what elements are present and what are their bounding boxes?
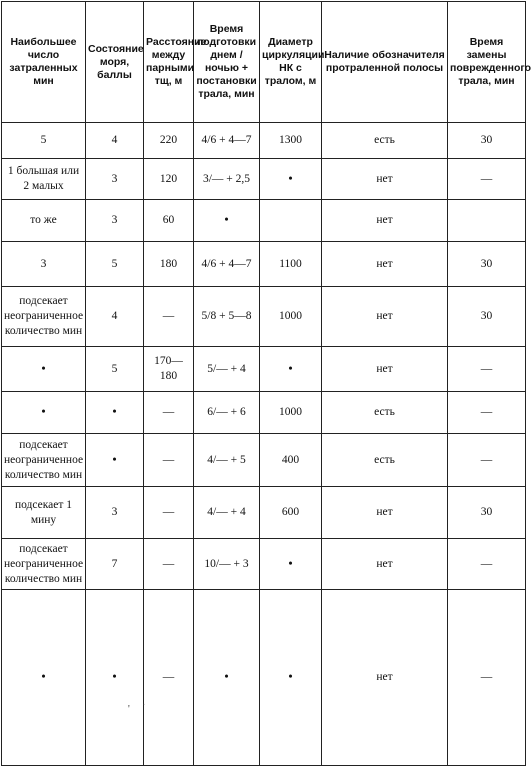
table-cell: — bbox=[144, 391, 194, 433]
table-cell: • bbox=[260, 590, 322, 766]
table-cell: 180 bbox=[144, 242, 194, 286]
table-cell: — bbox=[144, 539, 194, 590]
table-cell: подсекает 1 мину bbox=[2, 486, 86, 539]
table-cell: подсекает неограниченное количество мин bbox=[2, 286, 86, 347]
table-cell: 600 bbox=[260, 486, 322, 539]
table-cell: нет bbox=[322, 286, 448, 347]
table-cell: 4 bbox=[86, 286, 144, 347]
scan-speck: ' bbox=[128, 704, 130, 715]
table-cell: 4/6 + 4—7 bbox=[194, 242, 260, 286]
table-row bbox=[2, 242, 526, 286]
table-row bbox=[2, 286, 526, 347]
table-cell: 1000 bbox=[260, 286, 322, 347]
header-cell: Наличие обозначителя протраленной полосы bbox=[322, 2, 448, 123]
table-cell: нет bbox=[322, 242, 448, 286]
table-cell: 10/— + 3 bbox=[194, 539, 260, 590]
header-row bbox=[2, 2, 526, 123]
table-cell: — bbox=[144, 486, 194, 539]
table-cell: 5 bbox=[86, 347, 144, 391]
table-cell: 1 большая или 2 малых bbox=[2, 159, 86, 199]
table-cell: — bbox=[144, 434, 194, 487]
table-cell: нет bbox=[322, 159, 448, 199]
table-cell: • bbox=[2, 347, 86, 391]
table-cell bbox=[260, 199, 322, 241]
table-cell: — bbox=[144, 286, 194, 347]
table-cell: то же bbox=[2, 199, 86, 241]
table-cell: 1300 bbox=[260, 123, 322, 159]
table-cell: — bbox=[448, 539, 526, 590]
table-cell: 6/— + 6 bbox=[194, 391, 260, 433]
table-row bbox=[2, 347, 526, 391]
table-cell: нет bbox=[322, 539, 448, 590]
table-cell: есть bbox=[322, 434, 448, 487]
table-cell: 30 bbox=[448, 242, 526, 286]
table-cell: 3 bbox=[86, 159, 144, 199]
table-cell: 170—180 bbox=[144, 347, 194, 391]
table-cell: 5 bbox=[2, 123, 86, 159]
table-cell: 400 bbox=[260, 434, 322, 487]
table-cell: нет bbox=[322, 199, 448, 241]
table-cell: • bbox=[86, 434, 144, 487]
table-cell: нет bbox=[322, 486, 448, 539]
table-cell: • bbox=[260, 539, 322, 590]
table-cell: 5/— + 4 bbox=[194, 347, 260, 391]
table-cell: 220 bbox=[144, 123, 194, 159]
table-cell: — bbox=[448, 347, 526, 391]
table-cell: 4/— + 4 bbox=[194, 486, 260, 539]
table-cell: 4/6 + 4—7 bbox=[194, 123, 260, 159]
table-cell: — bbox=[448, 391, 526, 433]
scan-speck: · bbox=[142, 700, 146, 711]
table-cell: — bbox=[448, 434, 526, 487]
table-cell: — bbox=[448, 159, 526, 199]
table-cell: • bbox=[260, 159, 322, 199]
header-cell: Состояние моря, баллы bbox=[86, 2, 144, 123]
table-cell: 3 bbox=[86, 199, 144, 241]
table-row bbox=[2, 159, 526, 199]
table-row bbox=[2, 539, 526, 590]
table-cell: нет bbox=[322, 590, 448, 766]
table-body bbox=[2, 123, 526, 766]
table-cell: 7 bbox=[86, 539, 144, 590]
header-cell: Диаметр циркуляции НК с тралом, м bbox=[260, 2, 322, 123]
header-cell: Время подготовки днем / ночью + постановки трала, мин bbox=[194, 2, 260, 123]
table-cell: • bbox=[2, 391, 86, 433]
table-cell: 30 bbox=[448, 486, 526, 539]
table-cell: 1000 bbox=[260, 391, 322, 433]
table-cell: нет bbox=[322, 347, 448, 391]
table-cell: 1100 bbox=[260, 242, 322, 286]
table-cell: 30 bbox=[448, 286, 526, 347]
table-cell: • bbox=[194, 199, 260, 241]
table-cell: 3 bbox=[2, 242, 86, 286]
table-row bbox=[2, 199, 526, 241]
table-cell: 3 bbox=[86, 486, 144, 539]
table-cell: 4/— + 5 bbox=[194, 434, 260, 487]
table-row bbox=[2, 434, 526, 487]
table-cell: 5/8 + 5—8 bbox=[194, 286, 260, 347]
table-cell: 30 bbox=[448, 123, 526, 159]
table-cell: 5 bbox=[86, 242, 144, 286]
table-cell: • bbox=[86, 590, 144, 766]
table-cell: есть bbox=[322, 123, 448, 159]
table-cell: — bbox=[144, 590, 194, 766]
table-cell: подсекает неограниченное количество мин bbox=[2, 539, 86, 590]
table-cell: 3/— + 2,5 bbox=[194, 159, 260, 199]
table-row bbox=[2, 391, 526, 433]
table-cell: 4 bbox=[86, 123, 144, 159]
table-row bbox=[2, 590, 526, 766]
table-row bbox=[2, 486, 526, 539]
table-cell: • bbox=[86, 391, 144, 433]
table-cell: 60 bbox=[144, 199, 194, 241]
table-cell: • bbox=[194, 590, 260, 766]
header-cell: Время замены поврежденного трала, мин bbox=[448, 2, 526, 123]
table-cell: подсекает неограниченное количество мин bbox=[2, 434, 86, 487]
table-cell: • bbox=[2, 590, 86, 766]
table-cell: — bbox=[448, 590, 526, 766]
table-row bbox=[2, 123, 526, 159]
minesweeping-data-table bbox=[1, 1, 531, 766]
table-cell: есть bbox=[322, 391, 448, 433]
table-cell: 120 bbox=[144, 159, 194, 199]
header-cell: Наибольшее число затраленных мин bbox=[2, 2, 86, 123]
header-cell: Расстояние между парными тщ, м bbox=[144, 2, 194, 123]
table-cell: • bbox=[260, 347, 322, 391]
table-cell bbox=[448, 199, 526, 241]
